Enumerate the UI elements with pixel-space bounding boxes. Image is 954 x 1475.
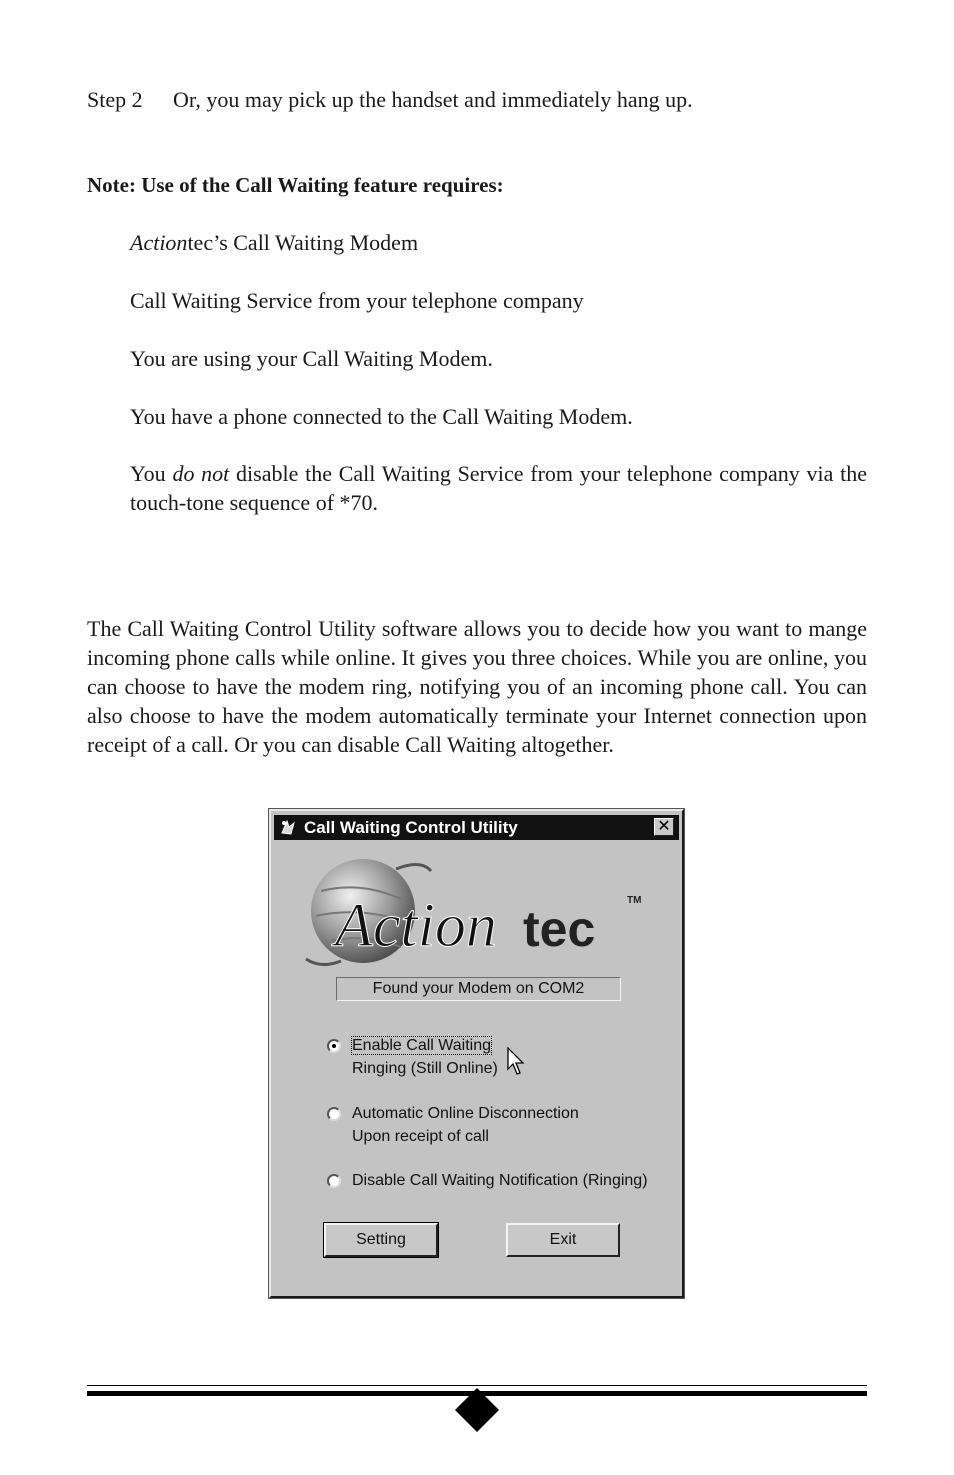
svg-text:Action: Action bbox=[335, 892, 497, 960]
requirement-do-not-pre: You bbox=[130, 461, 173, 486]
svg-text:tec: tec bbox=[523, 901, 596, 957]
call-waiting-dialog bbox=[269, 809, 684, 1298]
actiontec-italic: Action bbox=[130, 230, 188, 255]
option-auto-disconnect-line1: Automatic Online Disconnection bbox=[352, 1105, 579, 1122]
app-icon bbox=[278, 817, 298, 837]
option-auto-disconnect-label bbox=[352, 1102, 579, 1148]
utility-description: The Call Waiting Control Utility software allows you to decide how you want to mange incoming phone calls while online. It gives you three choices. While you are online, you can choose to have the modem ring, notifying you of an incoming phone call. You can also choose to have the modem automatically terminate your Internet connection upon receipt of a call. Or you can disable Call Waiting altogether. bbox=[87, 616, 867, 757]
status-field: Found your Modem on COM2 bbox=[336, 977, 621, 1001]
requirement-do-not-post: disable the Call Waiting Service from your telephone company via the touch-tone sequence of *70. bbox=[130, 461, 867, 515]
mouse-cursor-icon bbox=[507, 1047, 527, 1077]
option-disable-label bbox=[352, 1169, 648, 1192]
option-enable-label bbox=[352, 1034, 498, 1080]
dialog-titlebar[interactable] bbox=[274, 815, 679, 840]
diamond-icon bbox=[455, 1388, 499, 1432]
trademark-mark: TM bbox=[627, 895, 642, 906]
note-heading: Note: Use of the Call Waiting feature requires: bbox=[87, 173, 504, 197]
requirement-phone-connected: You have a phone connected to the Call Waiting Modem. bbox=[130, 404, 633, 429]
radio-enable[interactable] bbox=[327, 1039, 341, 1053]
close-button[interactable]: ✕ bbox=[654, 818, 674, 836]
radio-selected-dot bbox=[332, 1044, 336, 1048]
option-enable-line1: Enable Call Waiting bbox=[352, 1037, 492, 1054]
radio-auto-disconnect[interactable] bbox=[327, 1107, 341, 1121]
do-not-italic: do not bbox=[172, 461, 230, 486]
dialog-title: Call Waiting Control Utility bbox=[304, 818, 518, 837]
option-auto-disconnect-line2: Upon receipt of call bbox=[352, 1128, 489, 1145]
requirement-using-modem: You are using your Call Waiting Modem. bbox=[130, 346, 493, 371]
step-text: Or, you may pick up the handset and immediately hang up. bbox=[173, 87, 693, 112]
requirement-modem-text: tec’s Call Waiting Modem bbox=[187, 230, 419, 255]
option-enable-line2: Ringing (Still Online) bbox=[352, 1060, 498, 1077]
actiontec-logo bbox=[301, 851, 651, 971]
requirement-service: Call Waiting Service from your telephone company bbox=[130, 288, 584, 313]
setting-button[interactable]: Setting bbox=[324, 1223, 438, 1257]
step-label: Step 2 bbox=[87, 87, 143, 112]
option-disable-line1: Disable Call Waiting Notification (Ringing) bbox=[352, 1172, 648, 1189]
footer-rule-thin bbox=[87, 1385, 867, 1386]
radio-disable[interactable] bbox=[327, 1174, 341, 1188]
requirement-do-not-disable bbox=[130, 459, 867, 517]
requirement-modem bbox=[130, 228, 418, 257]
exit-button[interactable]: Exit bbox=[506, 1223, 620, 1257]
